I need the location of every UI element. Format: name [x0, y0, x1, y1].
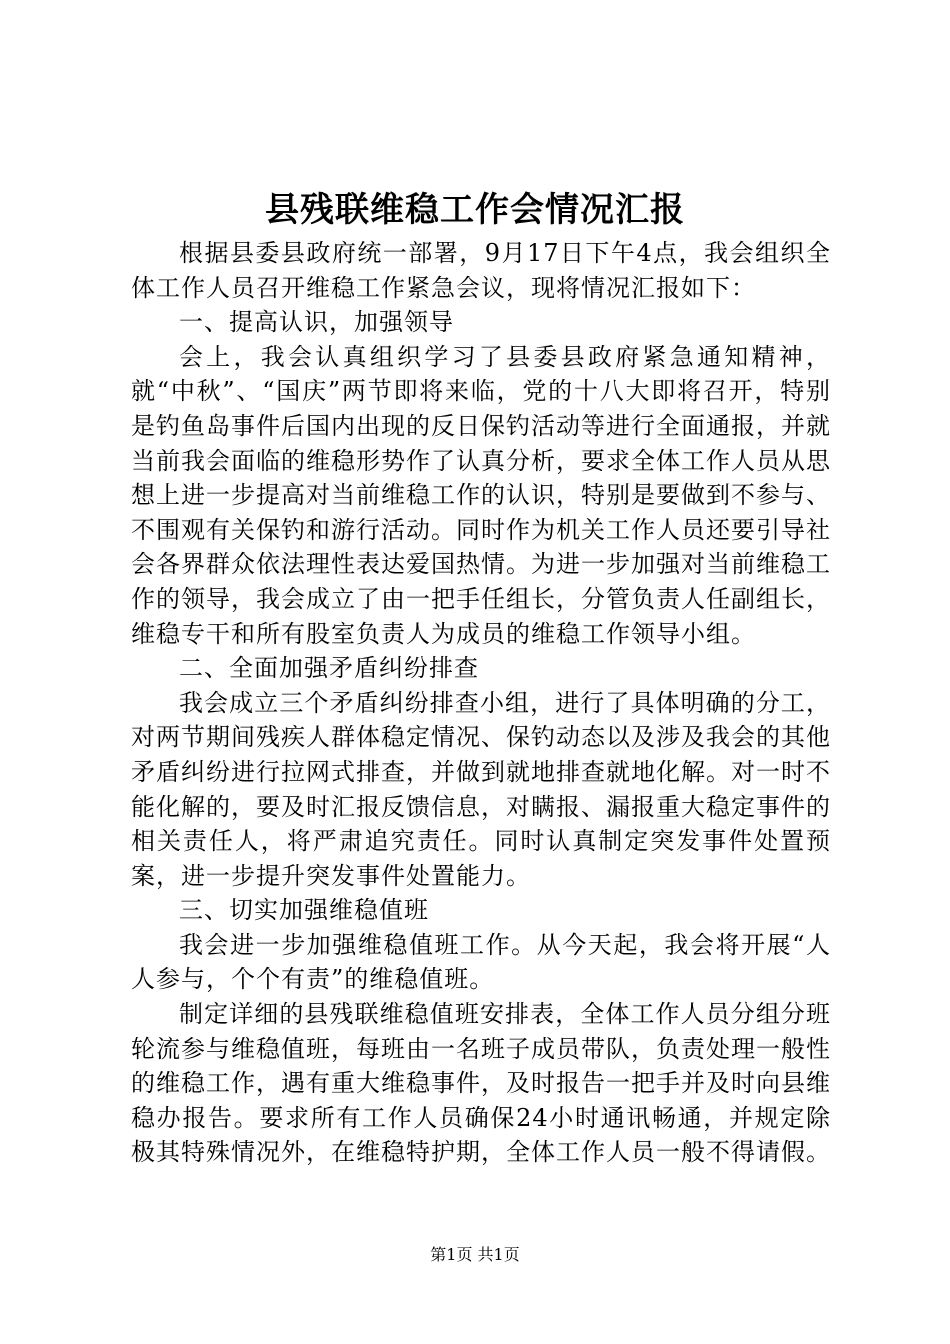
section-heading-1: 一、提高认识，加强领导: [179, 308, 454, 337]
section-3-paragraph-1: 我会进一步加强维稳值班工作。从今天起，我会将开展“人人参与，个个有责”的维稳值班。: [131, 930, 831, 994]
section-3-paragraph-2: 制定详细的县残联维稳值班安排表，全体工作人员分组分班轮流参与维稳值班，每班由一名班子成员带队，负责处理一般性的维稳工作，遇有重大维稳事件，及时报告一把手并及时向县维稳办报告。要求所有工作人员确保24小时通讯畅通，并规定除极其特殊情况外，在维稳特护期，全体工作人员一般不得请假。: [131, 1000, 831, 1167]
section-1-paragraph: 会上，我会认真组织学习了县委县政府紧急通知精神，就“中秋”、“国庆”两节即将来临，党的十八大即将召开，特别是钓鱼岛事件后国内出现的反日保钓活动等进行全面通报，并就当前我会面临的维稳形势作了认真分析，要求全体工作人员从思想上进一步提高对当前维稳工作的认识，特别是要做到不参与、不围观有关保钓和游行活动。同时作为机关工作人员还要引导社会各界群众依法理性表达爱国热情。为进一步加强对当前维稳工作的领导，我会成立了由一把手任组长，分管负责人任副组长，维稳专干和所有股室负责人为成员的维稳工作领导小组。: [131, 342, 831, 648]
section-2-paragraph: 我会成立三个矛盾纠纷排查小组，进行了具体明确的分工，对两节期间残疾人群体稳定情况、保钓动态以及涉及我会的其他矛盾纠纷进行拉网式排查，并做到就地排查就地化解。对一时不能化解的，要及时汇报反馈信息，对瞒报、漏报重大稳定事件的相关责任人，将严肃追究责任。同时认真制定突发事件处置预案，进一步提升突发事件处置能力。: [131, 688, 831, 890]
section-heading-3: 三、切实加强维稳值班: [179, 896, 429, 925]
document-title: 县残联维稳工作会情况汇报: [265, 190, 685, 230]
intro-paragraph: 根据县委县政府统一部署，9月17日下午4点，我会组织全体工作人员召开维稳工作紧急会议，现将情况汇报如下：: [131, 239, 831, 302]
page-number-footer: 第1页 共1页: [430, 1245, 520, 1264]
section-heading-2: 二、全面加强矛盾纠纷排查: [179, 654, 479, 683]
document-body: [131, 236, 831, 1170]
